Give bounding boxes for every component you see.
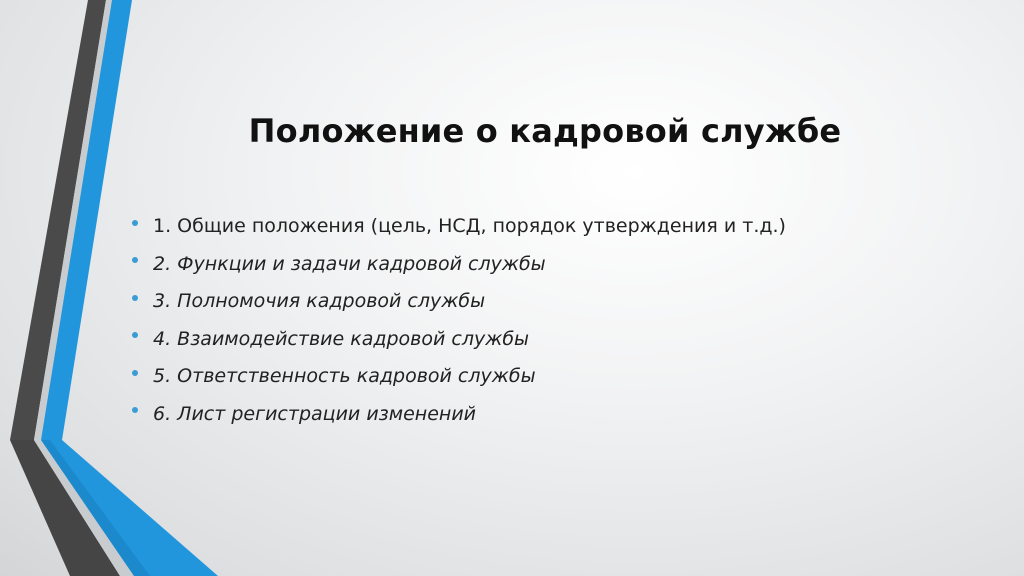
bullet-dot-icon	[132, 257, 138, 263]
bullet-text: 5. Ответственность кадровой службы	[153, 365, 536, 387]
list-item	[132, 246, 786, 284]
list-item	[132, 283, 786, 321]
bullet-dot-icon	[132, 295, 138, 301]
bullet-text: 2. Функции и задачи кадровой службы	[153, 252, 546, 275]
list-item	[132, 321, 786, 359]
slide-title: Положение о кадровой службе	[248, 112, 842, 150]
bullet-dot-icon	[132, 370, 138, 376]
bullet-text: 3. Полномочия кадровой службы	[153, 290, 486, 312]
light-stripe	[34, 0, 112, 440]
bullet-dot-icon	[132, 220, 138, 226]
bullet-dot-icon	[132, 332, 138, 338]
bullet-dot-icon	[132, 407, 138, 413]
bullet-text: 6. Лист регистрации изменений	[153, 402, 477, 425]
bullet-text: 1. Общие положения (цель, НСД, порядок утверждения и т.д.)	[153, 215, 786, 237]
list-item	[132, 208, 786, 246]
bullet-text: 4. Взаимодействие кадровой службы	[153, 327, 530, 350]
list-item	[132, 396, 786, 434]
list-item	[132, 358, 786, 396]
bullet-list	[132, 208, 786, 433]
